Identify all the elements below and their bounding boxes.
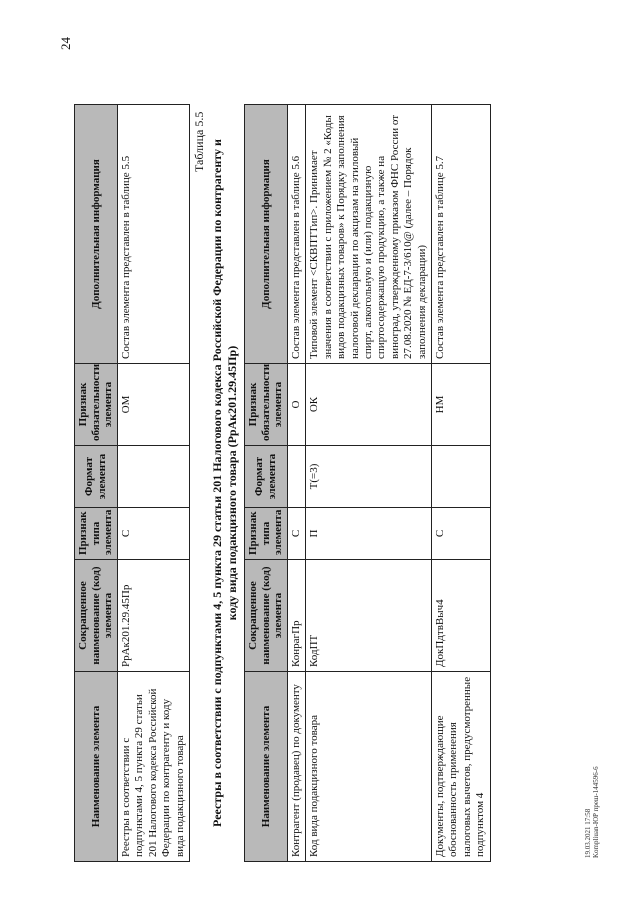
cell-code: РрАк201.29.45Пр — [117, 560, 189, 672]
table-row — [117, 105, 189, 862]
table-row — [431, 105, 490, 862]
cell-required: О — [287, 364, 305, 446]
cell-type: П — [306, 508, 432, 560]
header-required: Признак обязательности элемента — [75, 364, 118, 446]
cell-required: ОМ — [117, 364, 189, 446]
header-format: Формат элемента — [245, 446, 288, 508]
header-name: Наименование элемента — [75, 672, 118, 862]
cell-info: Типовой элемент <СКВПТТип>. Принимает значения в соответствии с приложением № 2 «Коды видов подакцизных товаров» к Порядку заполнения налоговой декларации по акцизам на этиловый спирт, алкогольную и (или) подакцизную спиртосодержащую продукцию, а также на виноград, утвержденному приказом ФНС России от 27.08.2020 № ЕД-7-3/610@ (далее – Порядок заполнения декларации) — [306, 105, 432, 364]
header-type: Признак типа элемента — [245, 508, 288, 560]
table-header-row — [75, 105, 118, 862]
stamp-line-2: Kompliuan-ЮР преш-144596-6 — [592, 766, 601, 858]
cell-name: Код вида подакцизного товара — [306, 672, 432, 862]
cell-info: Состав элемента представлен в таблице 5.6 — [287, 105, 305, 364]
cell-name: Реестры в соответствии с подпунктами 4, 5 пункта 29 статьи 201 Налогового кодекса Российской Федерации по контрагенту и коду вида подакцизного товара — [117, 672, 189, 862]
table-title-line-2: коду вида подакцизного товара (РрАк201.29.45Пр) — [225, 345, 239, 621]
header-code: Сокращенное наименование (код) элемента — [245, 560, 288, 672]
cell-format — [287, 446, 305, 508]
table-elements-5-4 — [74, 104, 190, 862]
table-caption: Таблица 5.5 — [192, 111, 206, 172]
cell-format — [431, 446, 490, 508]
page-number: 24 — [58, 37, 73, 50]
table-row — [287, 105, 305, 862]
stamp-line-1: 19.03.2021 17:58 — [584, 808, 592, 858]
cell-name: Контрагент (продавец) по документу — [287, 672, 305, 862]
table-title — [210, 104, 240, 862]
table-row — [306, 105, 432, 862]
cell-type: С — [431, 508, 490, 560]
cell-type: С — [287, 508, 305, 560]
header-info: Дополнительная информация — [75, 105, 118, 364]
table-5-5 — [244, 104, 491, 862]
cell-info: Состав элемента представлен в таблице 5.7 — [431, 105, 490, 364]
cell-format: T(=3) — [306, 446, 432, 508]
cell-required: НМ — [431, 364, 490, 446]
cell-info: Состав элемента представлен в таблице 5.5 — [117, 105, 189, 364]
header-code: Сокращенное наименование (код) элемента — [75, 560, 118, 672]
header-info: Дополнительная информация — [245, 105, 288, 364]
rotated-content — [52, 37, 612, 862]
cell-code: ДокПдтвВыч4 — [431, 560, 490, 672]
cell-required: ОК — [306, 364, 432, 446]
table-title-line-1: Реестры в соответствии с подпунктами 4, 5 пункта 29 статьи 201 Налогового кодекса Российской Федерации по контрагенту и — [210, 139, 224, 827]
cell-type: С — [117, 508, 189, 560]
footer-stamp — [584, 766, 600, 858]
table-header-row — [245, 105, 288, 862]
header-format: Формат элемента — [75, 446, 118, 508]
cell-code: КодПТ — [306, 560, 432, 672]
header-type: Признак типа элемента — [75, 508, 118, 560]
cell-format — [117, 446, 189, 508]
cell-name: Документы, подтверждающие обоснованность применения налоговых вычетов, предусмотренные подпунктом 4 — [431, 672, 490, 862]
header-required: Признак обязательности элемента — [245, 364, 288, 446]
cell-code: КонрагПр — [287, 560, 305, 672]
header-name: Наименование элемента — [245, 672, 288, 862]
